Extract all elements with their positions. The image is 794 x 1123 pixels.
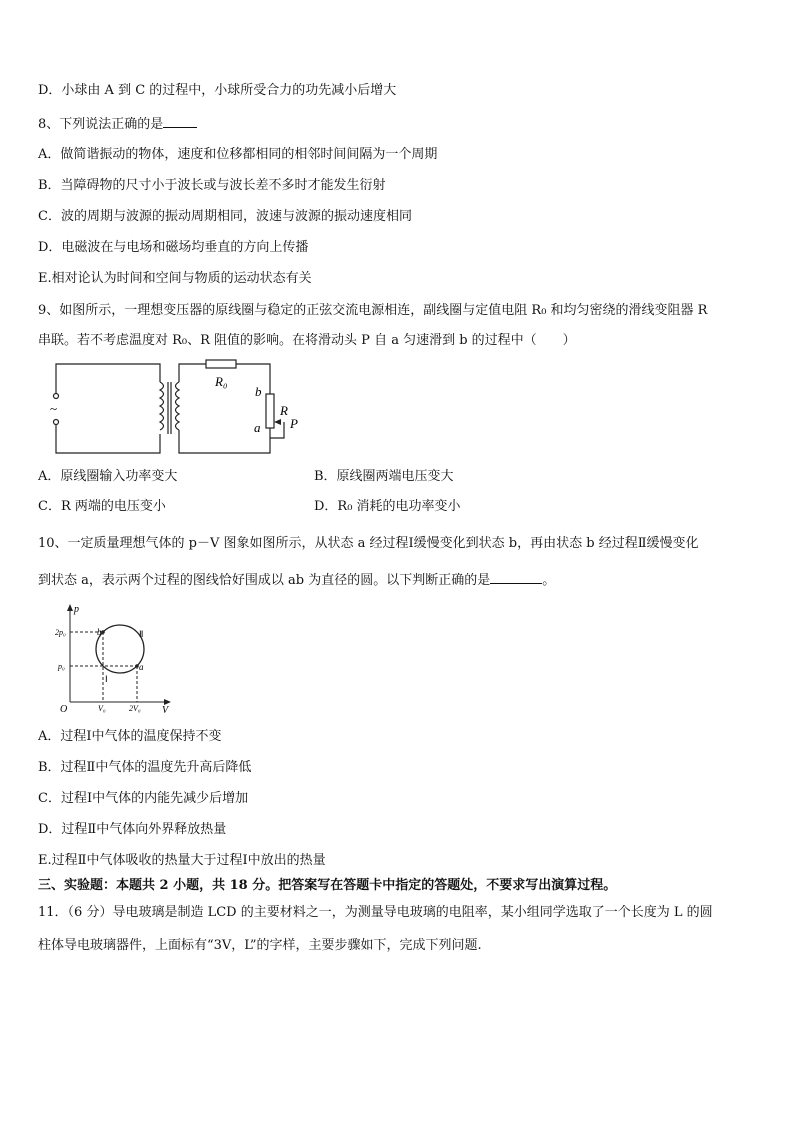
origin-label: O bbox=[60, 704, 68, 714]
ac-source-symbol: ~ bbox=[50, 401, 58, 416]
answer-blank bbox=[490, 571, 542, 584]
label-r: R bbox=[280, 403, 288, 418]
point-b-label: b bbox=[97, 627, 102, 637]
tick-p0: p₀ bbox=[58, 662, 65, 671]
period-mark: 。 bbox=[542, 573, 556, 588]
tick-v0: V₀ bbox=[98, 704, 106, 713]
q8-option-d: D．电磁波在与电场和磁场均垂直的方向上传播 bbox=[38, 240, 309, 255]
q8-option-e: E.相对论认为时间和空间与物质的运动状态有关 bbox=[38, 271, 312, 286]
q9-stem-line1: 9、如图所示，一理想变压器的原线圈与稳定的正弦交流电源相连，副线圈与定值电阻 R₀ 和均匀密绕的滑线变阻器 R bbox=[38, 303, 708, 318]
p-axis-arrow-icon bbox=[67, 604, 73, 611]
q9-stem-line2: 串联。若不考虑温度对 R₀、R 阻值的影响。在将滑动头 P 自 a 匀速滑到 b 的过程中（ ） bbox=[38, 333, 576, 348]
q8-option-a: A．做简谐振动的物体，速度和位移都相同的相邻时间间隔为一个周期 bbox=[38, 147, 438, 162]
q10-option-c: C．过程Ⅰ中气体的内能先减少后增加 bbox=[38, 791, 249, 806]
p-axis-label: p bbox=[74, 604, 79, 615]
tick-2p0: 2p₀ bbox=[55, 628, 66, 637]
section-3-heading: 三、实验题：本题共 2 小题，共 18 分。把答案写在答题卡中指定的答题处，不要求写出演算过程。 bbox=[38, 878, 617, 893]
q7-option-d: D．小球由 A 到 C 的过程中，小球所受合力的功先减小后增大 bbox=[38, 83, 397, 98]
q10-stem-line1: 10、一定质量理想气体的 p－V 图象如图所示，从状态 a 经过程Ⅰ缓慢变化到状态 b，再由状态 b 经过程Ⅱ缓慢变化 bbox=[38, 536, 699, 551]
q9-option-b: B．原线圈两端电压变大 bbox=[314, 469, 454, 484]
q10-option-b: B．过程Ⅱ中气体的温度先升高后降低 bbox=[38, 760, 252, 775]
q8-option-c: C．波的周期与波源的振动周期相同，波速与波源的振动速度相同 bbox=[38, 209, 412, 224]
q9-option-c: C．R 两端的电压变小 bbox=[38, 499, 166, 514]
q10-stem-line2 bbox=[38, 571, 555, 589]
q8-option-b: B．当障碍物的尺寸小于波长或与波长差不多时才能发生衍射 bbox=[38, 178, 386, 193]
transformer-circuit-diagram bbox=[40, 358, 310, 458]
process-2-label: Ⅱ bbox=[139, 629, 144, 639]
label-p: P bbox=[290, 416, 298, 431]
q8-stem bbox=[38, 115, 197, 133]
tick-2v0: 2V₀ bbox=[129, 704, 141, 713]
v-axis-label: V bbox=[162, 705, 169, 714]
q9-option-d: D．R₀ 消耗的电功率变小 bbox=[314, 499, 461, 514]
pv-graph bbox=[55, 602, 175, 714]
q10-option-d: D．过程Ⅱ中气体向外界释放热量 bbox=[38, 822, 227, 837]
q10-option-a: A．过程Ⅰ中气体的温度保持不变 bbox=[38, 729, 222, 744]
answer-blank bbox=[163, 115, 197, 128]
q8-stem-text: 8、下列说法正确的是 bbox=[38, 117, 164, 132]
process-1-label: Ⅰ bbox=[105, 674, 108, 684]
q11-line1: 11．（6 分）导电玻璃是制造 LCD 的主要材料之一，为测量导电玻璃的电阻率，某小组同学选取了一个长度为 L 的圆 bbox=[38, 905, 713, 920]
label-b: b bbox=[255, 384, 262, 399]
label-r0: R₀ bbox=[215, 374, 228, 389]
q11-line2: 柱体导电玻璃器件，上面标有“3V，L”的字样，主要步骤如下，完成下列问题. bbox=[38, 938, 482, 953]
point-a-label: a bbox=[139, 662, 144, 672]
q10-stem-line2-text: 到状态 a，表示两个过程的图线恰好围成以 ab 为直径的圆。以下判断正确的是 bbox=[38, 573, 491, 588]
q10-option-e: E.过程Ⅱ中气体吸收的热量大于过程Ⅰ中放出的热量 bbox=[38, 853, 326, 868]
q9-option-a: A．原线圈输入功率变大 bbox=[38, 469, 178, 484]
label-a: a bbox=[254, 420, 261, 435]
slider-arrow-icon bbox=[274, 419, 281, 425]
